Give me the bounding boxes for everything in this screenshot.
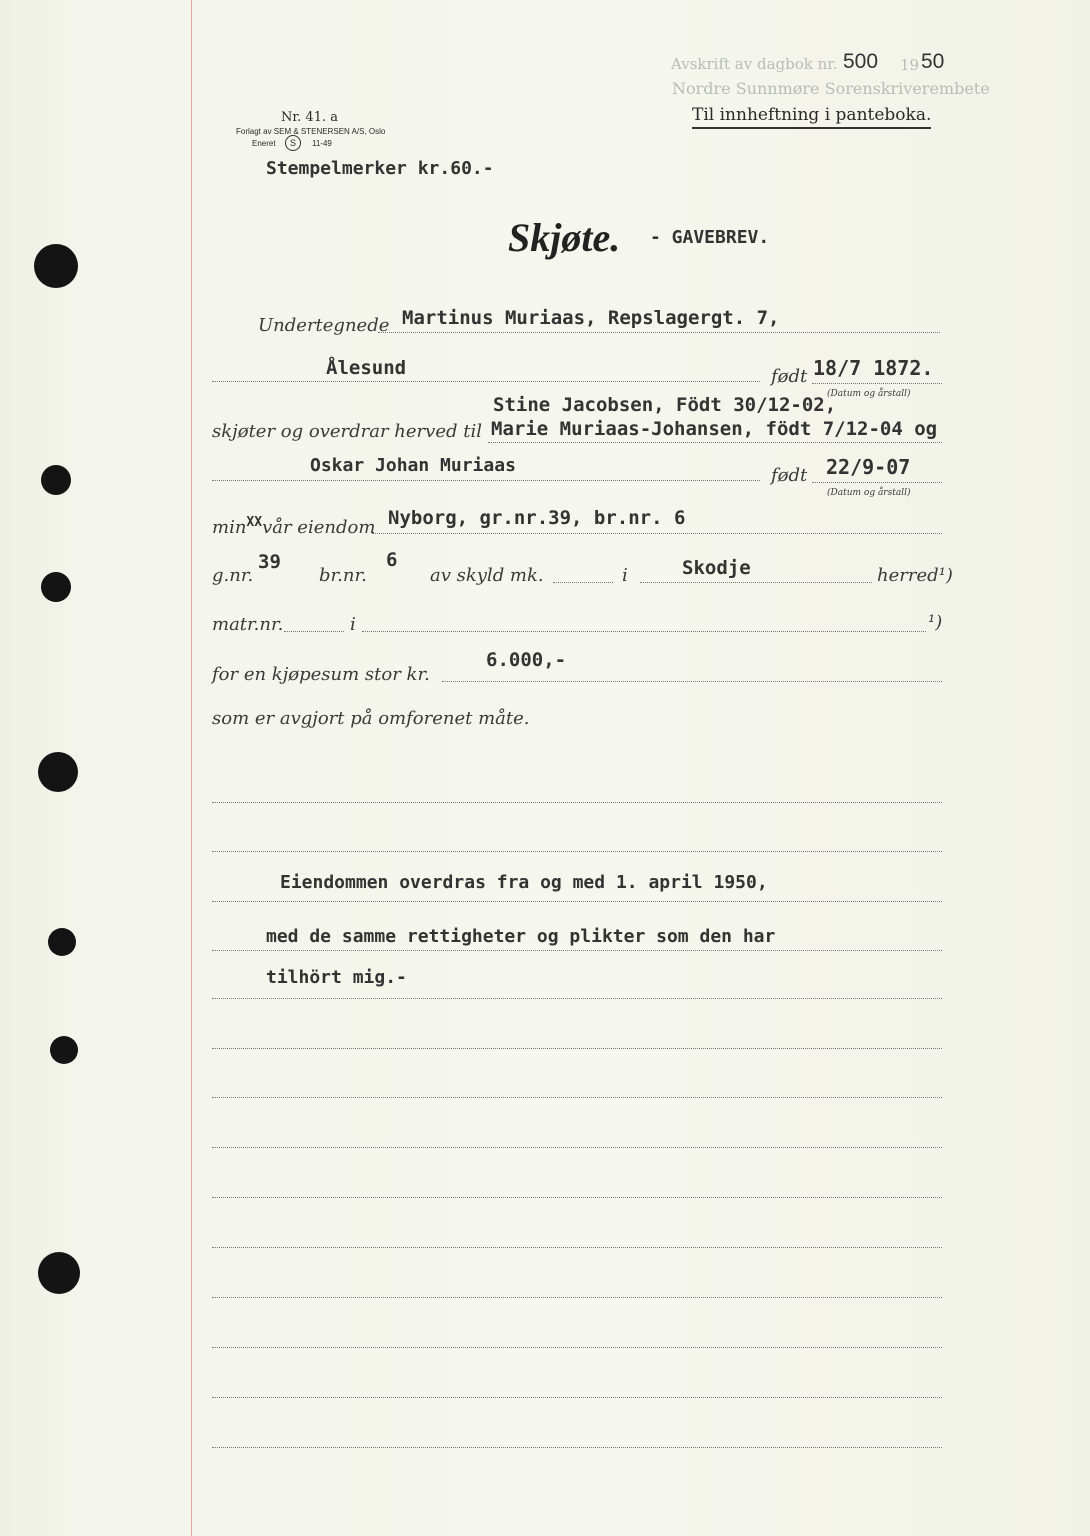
skyld-label: av skyld mk.	[430, 565, 544, 586]
transfer-text-2: med de samme rettigheter og plikter som den har	[266, 926, 776, 947]
settled-text: som er avgjort på omforenet måte.	[212, 708, 530, 729]
brnr-label: br.nr.	[319, 565, 367, 586]
line	[488, 442, 942, 443]
i-label: i	[622, 565, 628, 586]
punch-hole	[41, 465, 71, 495]
property-label-suffix: vår eiendom	[262, 517, 376, 538]
line	[212, 1048, 942, 1049]
punch-hole	[48, 928, 76, 956]
line	[812, 383, 942, 384]
publisher-logo-icon: S	[285, 135, 301, 151]
convey-label: skjøter og overdrar herved til	[212, 421, 482, 442]
gnr-label: g.nr.	[212, 565, 254, 586]
stamp-number: 500	[843, 50, 879, 73]
undersigned-value: Martinus Muriaas, Repslagergt. 7,	[402, 307, 780, 329]
line	[553, 582, 613, 583]
line	[212, 480, 760, 481]
gnr-value: 39	[258, 551, 281, 573]
office-name: Nordre Sunnmøre Sorenskriverembete	[672, 79, 990, 98]
line	[284, 631, 344, 632]
edition: Eneret	[252, 139, 276, 148]
line	[212, 1197, 942, 1198]
property-label	[212, 515, 375, 538]
document-title: Skjøte.	[508, 215, 621, 260]
municipality: Skodje	[682, 557, 751, 579]
herred-label: herred¹)	[877, 565, 953, 586]
stamp-year: 50	[921, 50, 945, 73]
line	[372, 533, 942, 534]
line	[362, 631, 926, 632]
line	[212, 381, 760, 382]
born-label: født	[771, 366, 808, 387]
property-value: Nyborg, gr.nr.39, br.nr. 6	[388, 507, 686, 529]
line	[212, 1147, 942, 1148]
stamp-prefix: Avskrift av dagbok nr.	[671, 55, 838, 73]
born2-value: 22/9-07	[826, 455, 911, 479]
stamp-duty: Stempelmerker kr.60.-	[266, 158, 494, 179]
margin-line	[191, 0, 192, 1536]
date-hint-2: (Datum og årstall)	[827, 488, 911, 498]
line	[212, 950, 942, 951]
brnr-value: 6	[386, 549, 398, 571]
transfer-text-1: Eiendommen overdras fra og med 1. april 1950,	[280, 872, 768, 893]
line	[442, 681, 942, 682]
city: Ålesund	[326, 357, 407, 379]
property-label-prefix: min	[212, 517, 247, 538]
line	[212, 1347, 942, 1348]
form-number: Nr. 41. a	[281, 110, 338, 125]
property-label-strike: XX	[246, 515, 263, 530]
recipient-3: Oskar Johan Muriaas	[310, 455, 516, 476]
punch-hole	[38, 1252, 80, 1294]
matr-label: matr.nr.	[212, 614, 284, 635]
date-code: 11-49	[312, 139, 332, 148]
line	[212, 1397, 942, 1398]
filing-note: Til innheftning i panteboka.	[692, 105, 931, 129]
matr-i-label: i	[350, 614, 356, 635]
line	[212, 1247, 942, 1248]
publisher: Forlagt av SEM & STENERSEN A/S, Oslo	[236, 127, 386, 136]
recipient-2: Marie Muriaas-Johansen, födt 7/12-04 og	[491, 418, 938, 440]
punch-hole	[50, 1036, 78, 1064]
born2-label: født	[771, 465, 808, 486]
line	[212, 1097, 942, 1098]
recipient-1: Stine Jacobsen, Födt 30/12-02,	[493, 394, 837, 416]
line	[378, 332, 940, 333]
transfer-text-3: tilhört mig.-	[266, 967, 407, 988]
line	[212, 802, 942, 803]
undersigned-label: Undertegnede	[258, 315, 390, 336]
footnote-mark: ¹)	[928, 612, 943, 633]
punch-hole	[41, 572, 71, 602]
price-value: 6.000,-	[486, 649, 567, 671]
price-label: for en kjøpesum stor kr.	[212, 664, 430, 685]
document-subtitle: - GAVEBREV.	[650, 227, 770, 248]
stamp-year-prefix: 19	[900, 56, 920, 74]
line	[640, 582, 872, 583]
born1-value: 18/7 1872.	[813, 356, 934, 380]
date-hint: (Datum og årstall)	[827, 389, 911, 399]
line	[212, 998, 942, 999]
punch-hole	[38, 752, 78, 792]
line	[812, 482, 942, 483]
line	[212, 901, 942, 902]
punch-hole	[34, 244, 78, 288]
line	[212, 1447, 942, 1448]
line	[212, 1297, 942, 1298]
line	[212, 851, 942, 852]
